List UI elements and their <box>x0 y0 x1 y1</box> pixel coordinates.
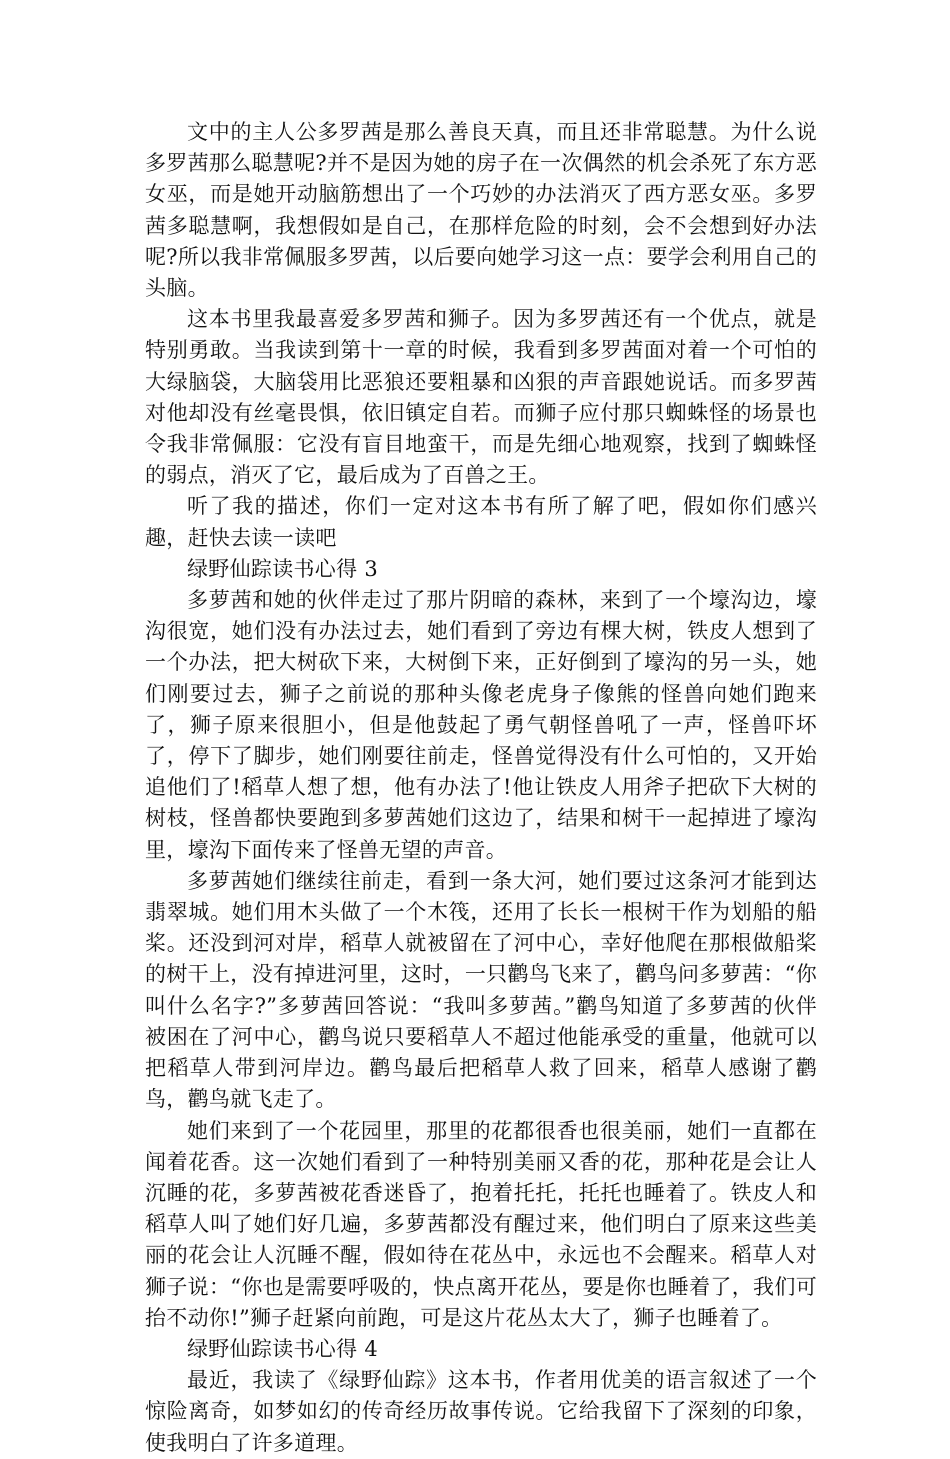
section-heading: 绿野仙踪读书心得 4 <box>187 1336 379 1361</box>
paragraph: 她们来到了一个花园里，那里的花都很香也很美丽，她们一直都在闻着花香。这一次她们看到了一种特别美丽又香的花，那种花是会让人沉睡的花，多萝茜被花香迷昏了，抱着托托，托托也睡着了。铁皮人和稻草人叫了她们好几遍，多萝茜都没有醒过来，他们明白了原来这些美丽的花会让人沉睡不醒，假如待在花丛中，永远也不会醒来。稻草人对狮子说：“你也是需要呼吸的，快点离开花丛，要是你也睡着了，我们可抬不动你!”狮子赶紧向前跑，可是这片花丛太大了，狮子也睡着了。 <box>145 1118 817 1330</box>
paragraph: 听了我的描述，你们一定对这本书有所了解了吧，假如你们感兴趣，赶快去读一读吧 <box>145 494 817 550</box>
paragraph: 多萝茜和她的伙伴走过了那片阴暗的森林，来到了一个壕沟边，壕沟很宽，她们没有办法过去，她们看到了旁边有棵大树，铁皮人想到了一个办法，把大树砍下来，大树倒下来，正好倒到了壕沟的另一头，她们刚要过去，狮子之前说的那种头像老虎身子像熊的怪兽向她们跑来了，狮子原来很胆小，但是他鼓起了勇气朝怪兽吼了一声，怪兽吓坏了，停下了脚步，她们刚要往前走，怪兽觉得没有什么可怕的，又开始追他们了!稻草人想了想，他有办法了!他让铁皮人用斧子把砍下大树的树枝，怪兽都快要跑到多萝茜她们这边了，结果和树干一起掉进了壕沟里，壕沟下面传来了怪兽无望的声音。 <box>145 588 817 862</box>
paragraph: 这本书里我最喜爱多罗茜和狮子。因为多罗茜还有一个优点，就是特别勇敢。当我读到第十一章的时候，我看到多罗茜面对着一个可怕的大绿脑袋，大脑袋用比恶狼还要粗暴和凶狠的声音跟她说话。而多罗茜对他却没有丝毫畏惧，依旧镇定自若。而狮子应付那只蜘蛛怪的场景也令我非常佩服：它没有盲目地蛮干，而是先细心地观察，找到了蜘蛛怪的弱点，消灭了它，最后成为了百兽之王。 <box>145 307 817 488</box>
paragraph: 最近，我读了《绿野仙踪》这本书，作者用优美的语言叙述了一个惊险离奇，如梦如幻的传奇经历故事传说。它给我留下了深刻的印象，使我明白了许多道理。 <box>145 1368 817 1455</box>
section-heading: 绿野仙踪读书心得 3 <box>187 556 379 581</box>
paragraph: 文中的主人公多罗茜是那么善良天真，而且还非常聪慧。为什么说多罗茜那么聪慧呢?并不是因为她的房子在一次偶然的机会杀死了东方恶女巫，而是她开动脑筋想出了一个巧妙的办法消灭了西方恶女巫。多罗茜多聪慧啊，我想假如是自己，在那样危险的时刻，会不会想到好办法呢?所以我非常佩服多罗茜，以后要向她学习这一点：要学会利用自己的头脑。 <box>145 120 817 301</box>
paragraph: 多萝茜她们继续往前走，看到一条大河，她们要过这条河才能到达翡翠城。她们用木头做了一个木筏，还用了长长一根树干作为划船的船桨。还没到河对岸，稻草人就被留在了河中心，幸好他爬在那根做船桨的树干上，没有掉进河里，这时，一只鹳鸟飞来了，鹳鸟问多萝茜：“你叫什么名字?”多萝茜回答说：“我叫多萝茜。”鹳鸟知道了多萝茜的伙伴被困在了河中心，鹳鸟说只要稻草人不超过他能承受的重量，他就可以把稻草人带到河岸边。鹳鸟最后把稻草人救了回来，稻草人感谢了鹳鸟，鹳鸟就飞走了。 <box>145 868 817 1112</box>
document-page <box>145 117 817 1459</box>
